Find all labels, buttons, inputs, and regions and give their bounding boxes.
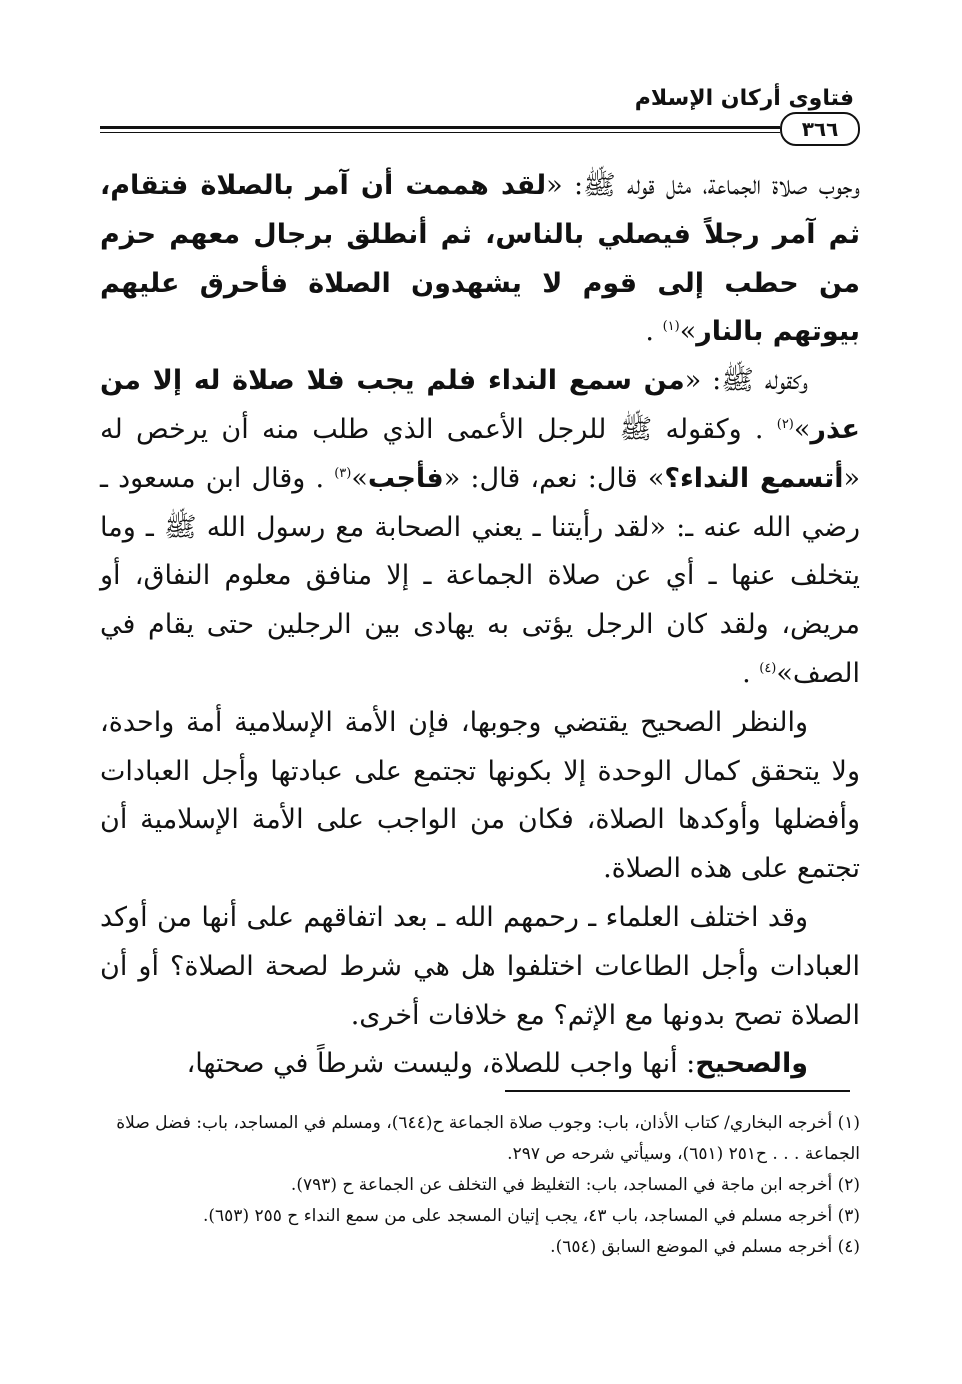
paragraph-3: والنظر الصحيح يقتضي وجوبها، فإن الأمة الإسلامية أمة واحدة، ولا يتحقق كمال الوحدة إلا بكونها تجتمع على عبادتها وأجل العبادات وأفضلها وأوكدها الصلاة، فكان من الواجب على الأمة الإسلامية أن تجتمع على هذه الصلاة. bbox=[100, 706, 860, 885]
footnote-ref: (٢) bbox=[776, 416, 794, 432]
footnote-ref: (٤) bbox=[759, 660, 777, 676]
hadith-quote: أتسمع النداء؟ bbox=[664, 462, 844, 494]
footnote-4: (٤) أخرجه مسلم في الموضع السابق (٦٥٤). bbox=[550, 1237, 860, 1257]
paragraph-1 bbox=[100, 162, 860, 357]
text-span: . وكقوله ﷺ للرجل الأعمى الذي طلب منه أن يرخص له « bbox=[100, 413, 860, 494]
text-span: » bbox=[679, 316, 697, 348]
footnote-1: (١) أخرجه البخاري/ كتاب الأذان، باب: وجوب صلاة الجماعة ح(٦٤٤)، ومسلم في المساجد، باب: فضل صلاة الجماعة . . . ح٢٥١ (٦٥١)، وسيأتي شرحه ص ٢٩٧. bbox=[116, 1113, 860, 1164]
text-span: » bbox=[793, 413, 811, 445]
paragraph-4: وقد اختلف العلماء ـ رحمهم الله ـ بعد اتفاقهم على أنها من أوكد العبادات وأجل الطاعات اختلفوا هل هي شرط لصحة الصلاة؟ أو أن الصلاة تصح بدونها مع الإثم؟ مع خلافات أخرى. bbox=[100, 901, 860, 1031]
hadith-quote: لقد هممت أن آمر بالصلاة فتقام، ثم آمر رجلاً فيصلي بالناس، ثم أنطلق برجال معهم حزم من حطب إلى قوم لا يشهدون الصلاة فأحرق عليهم بيوتهم بالنار bbox=[100, 170, 860, 348]
text-span: . bbox=[645, 316, 663, 348]
text-span: وكقوله ﷺ: « bbox=[684, 365, 808, 397]
footnote-3: (٣) أخرجه مسلم في المساجد، باب ٤٣، يجب إتيان المسجد على من سمع النداء ح ٢٥٥ (٦٥٣). bbox=[203, 1206, 860, 1226]
text-span: . وقال ابن مسعود ـ رضي الله عنه ـ: «لقد رأيتنا ـ يعني الصحابة مع رسول الله ﷺ ـ وما يتخلف عنها ـ أي عن صلاة الجماعة ـ إلا منافق معلوم النفاق، أو مريض، ولقد كان الرجل يؤتى به يهادى بين الرجلين حتى يقام في الصف» bbox=[100, 462, 860, 689]
hadith-quote: من سمع النداء فلم يجب فلا صلاة له إلا من عذر bbox=[100, 365, 860, 445]
book-title: فتاوى أركان الإسلام bbox=[634, 86, 854, 111]
page-header bbox=[100, 78, 860, 158]
text-span: » قال: نعم، قال: « bbox=[443, 462, 665, 494]
footnote-2: (٢) أخرجه ابن ماجة في المساجد، باب: التغليظ في التخلف عن الجماعة ح (٧٩٣). bbox=[290, 1175, 860, 1195]
text-span: : أنها واجب للصلاة، وليست شرطاً في صحتها، bbox=[186, 1048, 696, 1080]
paragraph-2 bbox=[100, 357, 860, 699]
text-span: وجوب صلاة الجماعة، مثل قوله ﷺ: « bbox=[546, 170, 860, 201]
hadith-quote: فأجب bbox=[367, 462, 444, 494]
paragraph-5 bbox=[100, 1040, 860, 1089]
text-span: . bbox=[742, 657, 760, 689]
footnote-ref: (١) bbox=[662, 319, 680, 335]
bold-lead: والصحيح bbox=[695, 1048, 808, 1080]
main-text bbox=[100, 162, 860, 1089]
footnotes bbox=[100, 1108, 860, 1263]
footnote-ref: (٣) bbox=[334, 465, 352, 481]
header-rule bbox=[100, 126, 780, 133]
page-number: ٣٦٦ bbox=[780, 112, 860, 146]
footnote-separator bbox=[505, 1090, 850, 1092]
text-span: » bbox=[351, 462, 368, 494]
